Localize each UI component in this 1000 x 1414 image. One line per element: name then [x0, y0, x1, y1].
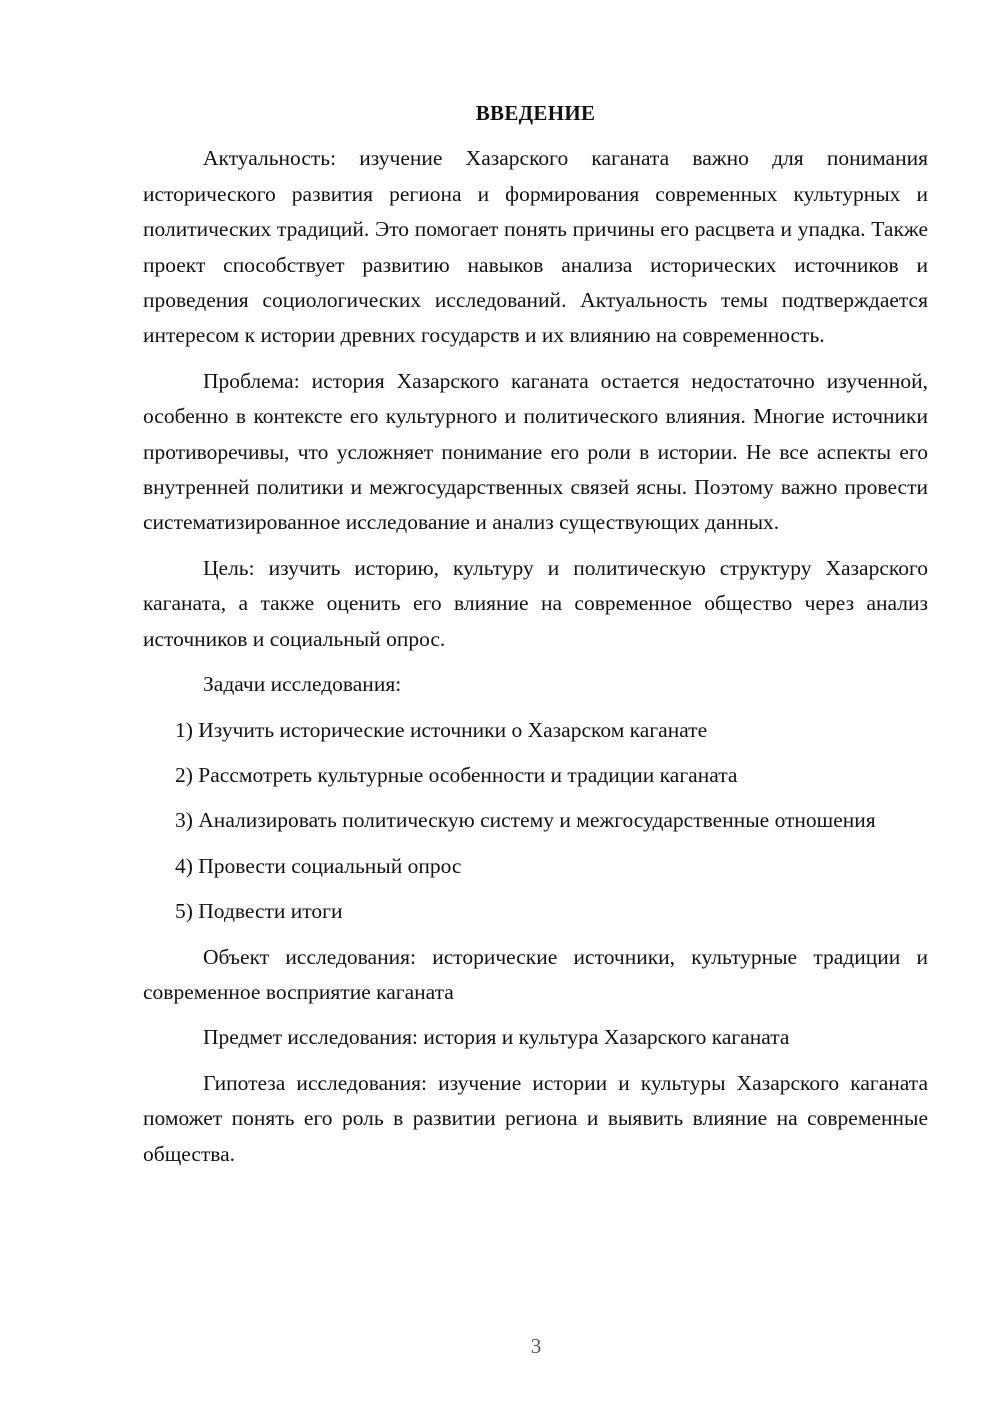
task-item-1: 1) Изучить исторические источники о Хазарском каганате — [175, 717, 708, 742]
page-content — [143, 96, 928, 1182]
task-item-3: 3) Анализировать политическую систему и межгосударственные отношения — [175, 808, 876, 833]
task-item-4: 4) Провести социальный опрос — [175, 853, 462, 878]
object-paragraph: Объект исследования: исторические источники, культурные традиции и современное восприятие каганата — [143, 944, 928, 1004]
page-number: 3 — [530, 1334, 542, 1358]
task-item-5: 5) Подвести итоги — [175, 899, 343, 924]
tasks-heading: Задачи исследования: — [203, 672, 402, 697]
hypothesis-paragraph: Гипотеза исследования: изучение истории и культуры Хазарского каганата поможет понять его роль в развитии региона и выявить влияние на современные общества. — [143, 1070, 928, 1166]
subject-paragraph: Предмет исследования: история и культура Хазарского каганата — [203, 1025, 790, 1050]
relevance-paragraph: Актуальность: изучение Хазарского каганата важно для понимания исторического развития региона и формирования современных культурных и политических традиций. Это помогает понять причины его расцвета и упадка. Также проект способствует развитию навыков анализа исторических источников и проведения социологических исследований. Актуальность темы подтверждается интересом к истории древних государств и их влиянию на современность. — [143, 146, 928, 348]
goal-paragraph: Цель: изучить историю, культуру и политическую структуру Хазарского каганата, а также оценить его влияние на современное общество через анализ источников и социальный опрос. — [143, 555, 928, 651]
section-title: ВВЕДЕНИЕ — [475, 101, 596, 125]
task-item-2: 2) Рассмотреть культурные особенности и традиции каганата — [175, 762, 738, 787]
problem-paragraph: Проблема: история Хазарского каганата остается недостаточно изученной, особенно в контексте его культурного и политического влияния. Многие источники противоречивы, что усложняет понимание его роли в истории. Не все аспекты его внутренней политики и межгосударственных связей ясны. Поэтому важно провести систематизированное исследование и анализ существующих данных. — [143, 368, 928, 535]
